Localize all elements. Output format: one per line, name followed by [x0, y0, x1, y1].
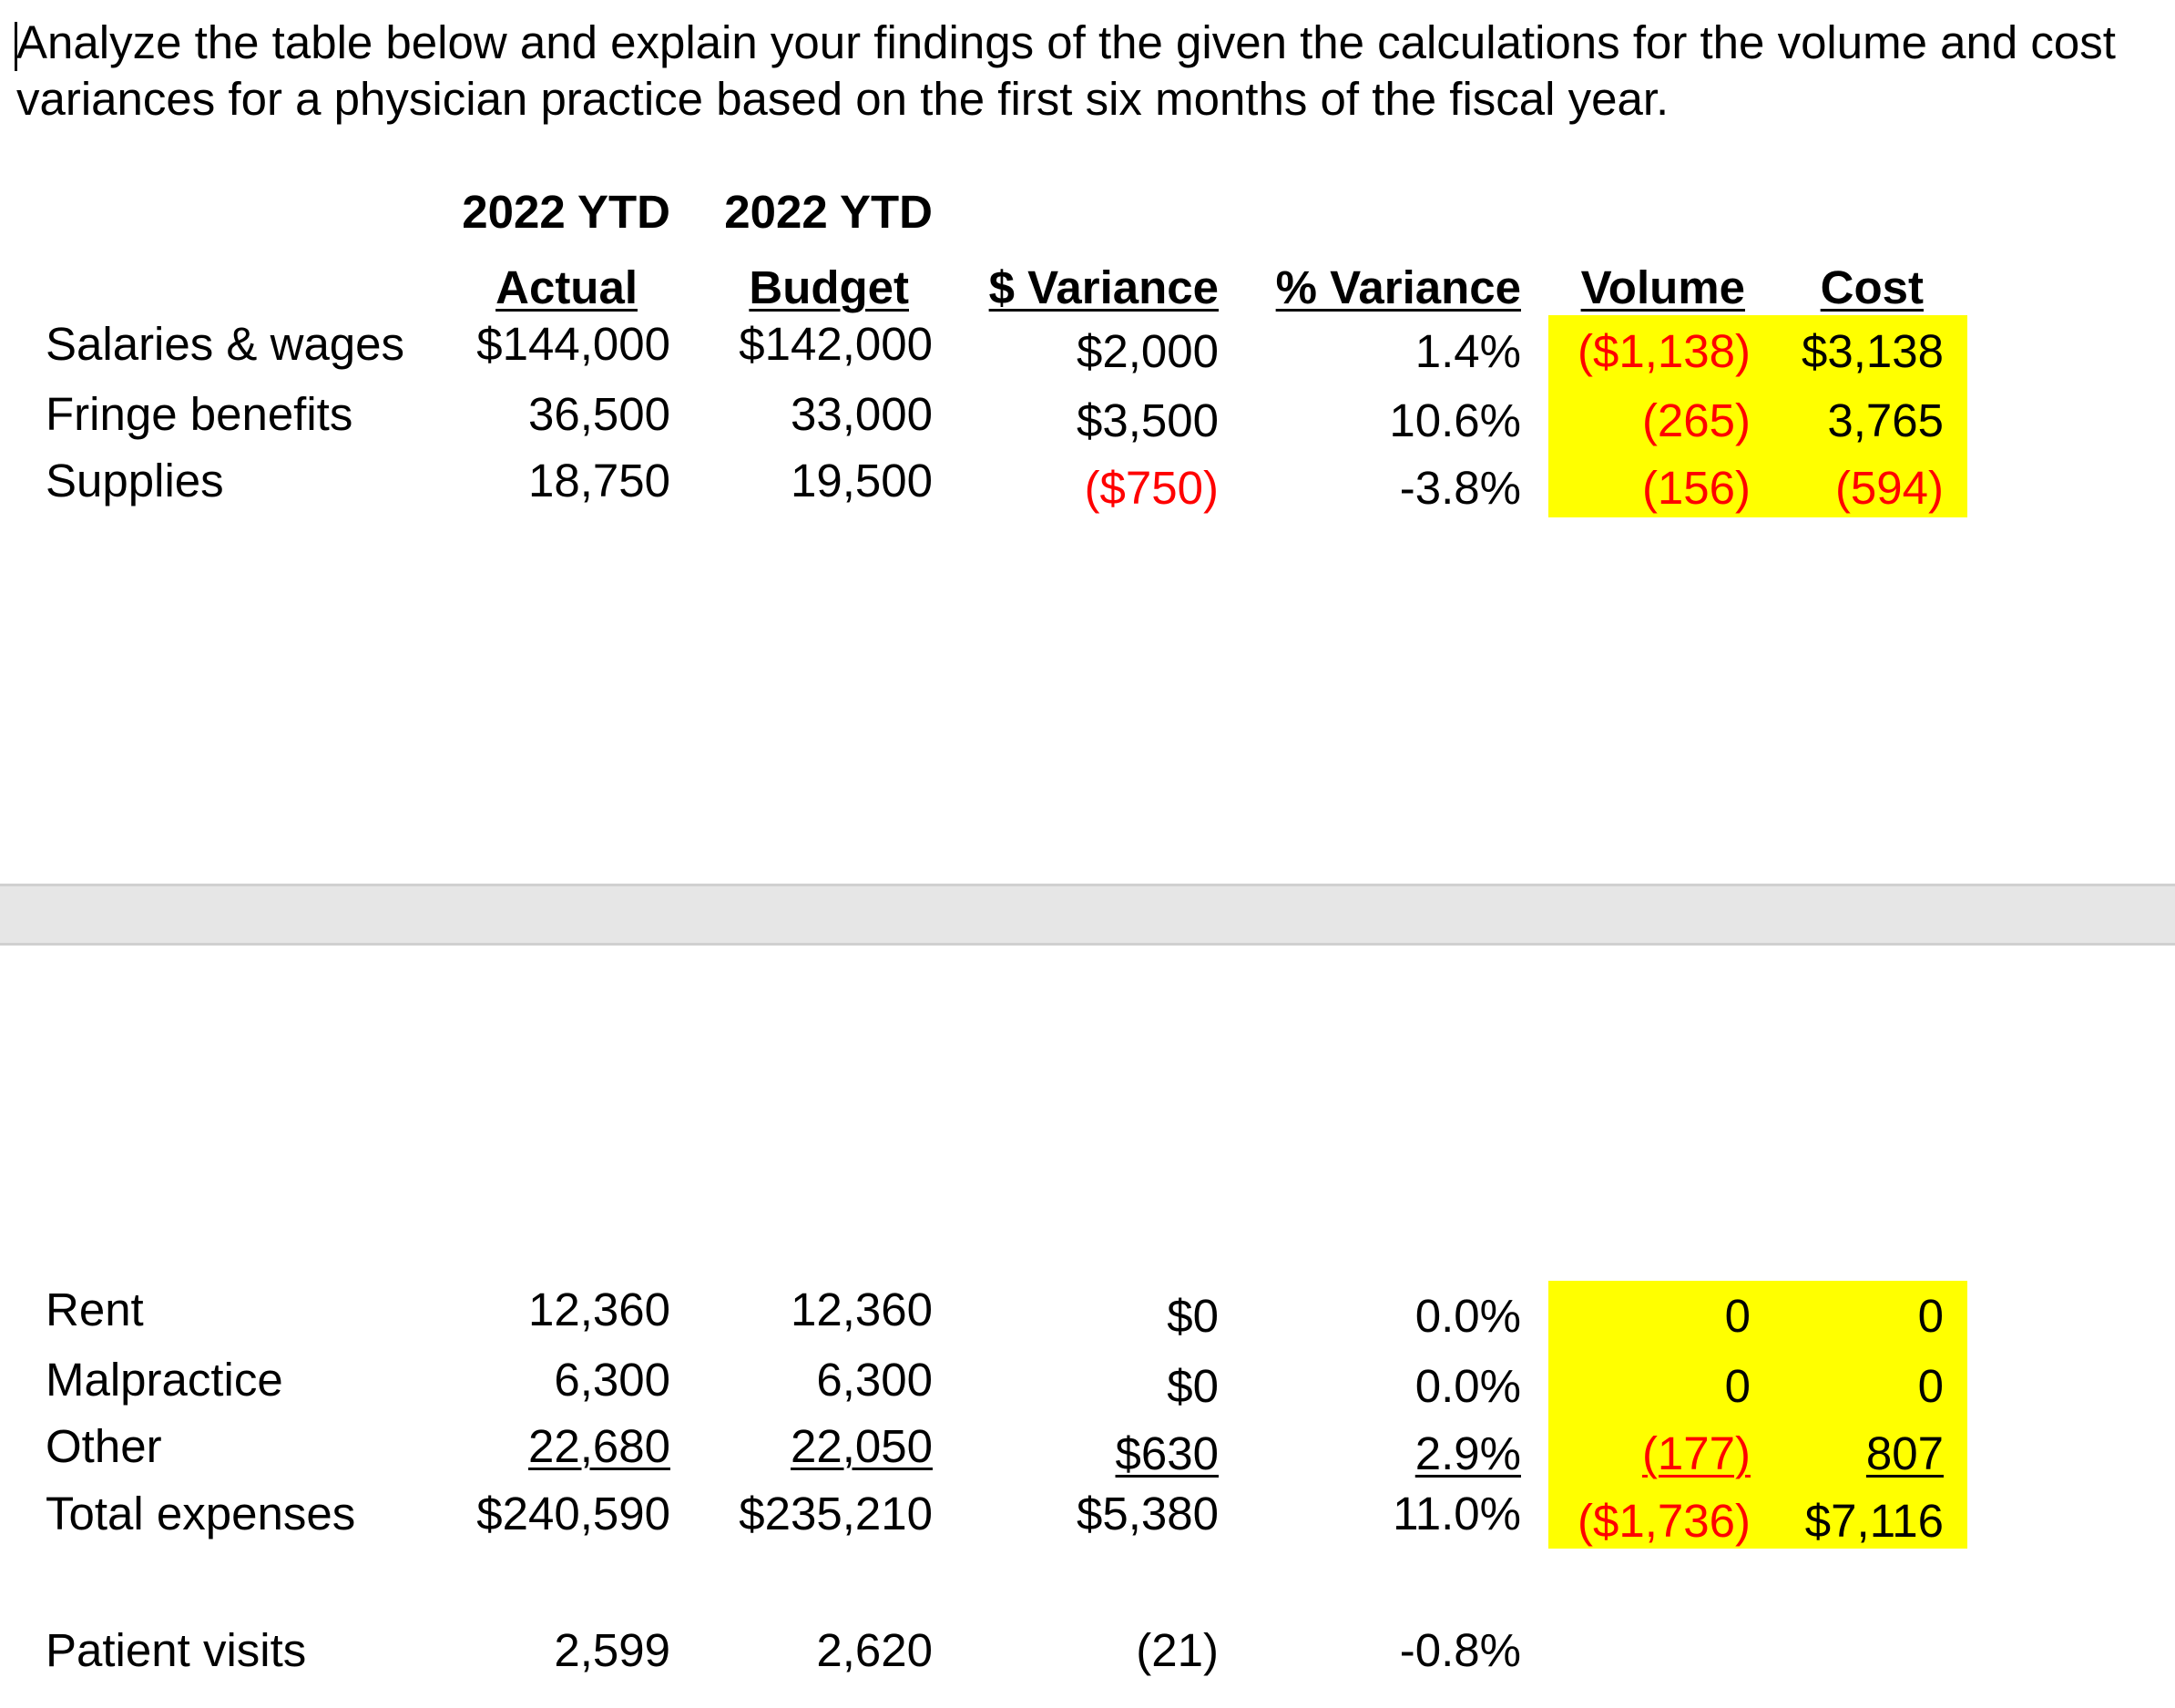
fringe-cost: 3,765	[1827, 394, 1944, 446]
malpractice-dollar-variance: $0	[1167, 1360, 1219, 1412]
salaries-actual: $144,000	[476, 318, 670, 370]
salaries-volume: ($1,138)	[1578, 325, 1751, 377]
rent-budget: 12,360	[791, 1284, 933, 1335]
total-volume: ($1,736)	[1578, 1495, 1751, 1547]
total-budget: $235,210	[739, 1488, 933, 1539]
malpractice-budget: 6,300	[816, 1354, 933, 1406]
supplies-percent-variance: -3.8%	[1399, 462, 1521, 514]
row-label-total-expenses: Total expenses	[46, 1488, 356, 1539]
total-actual: $240,590	[476, 1488, 670, 1539]
other-budget: 22,050	[791, 1420, 933, 1472]
fringe-volume: (265)	[1641, 394, 1751, 446]
header-percent-variance: % Variance	[1275, 261, 1521, 313]
other-dollar-variance: $630	[1115, 1427, 1219, 1479]
rent-actual: 12,360	[528, 1284, 670, 1335]
other-volume: (177)	[1641, 1427, 1751, 1479]
header-actual: Actual	[495, 261, 638, 313]
malpractice-actual: 6,300	[554, 1354, 670, 1406]
supplies-dollar-variance: ($750)	[1084, 462, 1219, 514]
rent-volume: 0	[1724, 1290, 1751, 1342]
malpractice-percent-variance: 0.0%	[1414, 1360, 1521, 1412]
supplies-budget: 19,500	[791, 455, 933, 506]
row-label-patient-visits: Patient visits	[46, 1624, 307, 1676]
fringe-actual: 36,500	[528, 388, 670, 440]
question-text	[16, 15, 2157, 128]
fringe-budget: 33,000	[791, 388, 933, 440]
malpractice-volume: 0	[1724, 1360, 1751, 1412]
total-percent-variance: 11.0%	[1393, 1488, 1521, 1539]
header-cost: Cost	[1820, 261, 1924, 313]
total-cost: $7,116	[1804, 1495, 1944, 1547]
row-label-malpractice: Malpractice	[46, 1354, 283, 1406]
question-line-2: variances for a physician practice based on the first six months of the fiscal year.	[16, 73, 1670, 125]
salaries-budget: $142,000	[739, 318, 933, 370]
supplies-actual: 18,750	[528, 455, 670, 506]
rent-percent-variance: 0.0%	[1414, 1290, 1521, 1342]
total-dollar-variance: $5,380	[1077, 1488, 1219, 1539]
malpractice-cost: 0	[1917, 1360, 1944, 1412]
header-budget: Budget	[749, 261, 909, 313]
row-label-supplies: Supplies	[46, 455, 224, 506]
fringe-dollar-variance: $3,500	[1077, 394, 1219, 446]
rent-cost: 0	[1917, 1290, 1944, 1342]
header-year-actual: 2022 YTD	[462, 186, 670, 238]
page-divider	[0, 884, 2175, 946]
question-line-1: Analyze the table below and explain your findings of the given the calculations for the volume and cost	[16, 16, 2116, 68]
visits-budget: 2,620	[816, 1624, 933, 1676]
other-actual: 22,680	[528, 1420, 670, 1472]
salaries-dollar-variance: $2,000	[1077, 325, 1219, 377]
visits-percent-variance: -0.8%	[1399, 1624, 1521, 1676]
fringe-percent-variance: 10.6%	[1389, 394, 1521, 446]
visits-variance: (21)	[1136, 1624, 1219, 1676]
header-dollar-variance: $ Variance	[988, 261, 1219, 313]
row-label-fringe: Fringe benefits	[46, 388, 353, 440]
header-volume: Volume	[1580, 261, 1745, 313]
salaries-percent-variance: 1.4%	[1414, 325, 1521, 377]
supplies-cost: (594)	[1834, 462, 1944, 514]
row-label-other: Other	[46, 1420, 162, 1472]
row-label-salaries: Salaries & wages	[46, 318, 405, 370]
header-year-budget: 2022 YTD	[724, 186, 933, 238]
row-label-rent: Rent	[46, 1284, 144, 1335]
other-percent-variance: 2.9%	[1414, 1427, 1521, 1479]
rent-dollar-variance: $0	[1167, 1290, 1219, 1342]
visits-actual: 2,599	[554, 1624, 670, 1676]
other-cost: 807	[1865, 1427, 1944, 1479]
supplies-volume: (156)	[1641, 462, 1751, 514]
salaries-cost: $3,138	[1802, 325, 1944, 377]
